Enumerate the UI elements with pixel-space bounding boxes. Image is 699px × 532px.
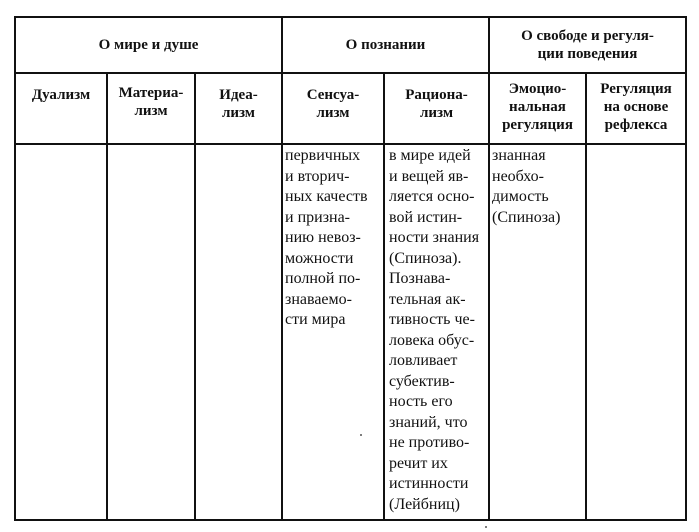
column-header-materialism (108, 80, 194, 124)
table-border-right (685, 16, 687, 521)
column-header-dualism (16, 74, 106, 116)
group-header-world-soul (16, 18, 281, 72)
scan-speck (485, 526, 487, 528)
column-header-rationalism (385, 82, 488, 126)
column-divider (383, 72, 385, 521)
group-header-cognition (283, 18, 488, 72)
column-header-idealism-text: Идеа- лизм (219, 87, 258, 121)
column-header-sensualism-text: Сенсуа- лизм (306, 87, 360, 121)
column-header-dualism-text: Дуализм (31, 87, 91, 103)
scan-speck (360, 434, 362, 436)
cell-sensualism: первичных и вторич- ных качеств и призна- нию невоз- можности полной по- знаваемо- сти мира (285, 147, 368, 328)
column-header-reflex-regulation (587, 76, 685, 138)
column-divider (585, 72, 587, 521)
column-header-materialism-text: Материа- лизм (118, 85, 184, 119)
cell-rationalism: в мире идей и вещей яв- ляется осно- вой истин- ности знания (Спиноза). Познава- тельная ак- тивность че- ловека обус- ловливает субектив- ность его знаний, что не противо- речит их истинности (Лейбниц) (389, 147, 480, 513)
column-header-sensualism (283, 82, 383, 126)
group-header-freedom-text: О свободе и регуля- ции поведения (521, 28, 654, 62)
group-header-cognition-text: О познании (345, 37, 426, 53)
column-header-emotional-regulation (490, 76, 585, 138)
column-header-reflex-regulation-text: Регуляция на основе рефлекса (600, 81, 672, 133)
cell-emotional-regulation: знанная необхо- димость (Спиноза) (492, 147, 561, 226)
column-header-emotional-regulation-text: Эмоцио- нальная регуляция (502, 81, 573, 133)
column-divider (106, 72, 108, 521)
column-divider (194, 72, 196, 521)
column-header-rationalism-text: Рациона- лизм (405, 87, 468, 121)
group-header-freedom (490, 18, 685, 72)
group-header-world-soul-text: О мире и душе (98, 37, 199, 53)
column-header-idealism (196, 82, 281, 126)
